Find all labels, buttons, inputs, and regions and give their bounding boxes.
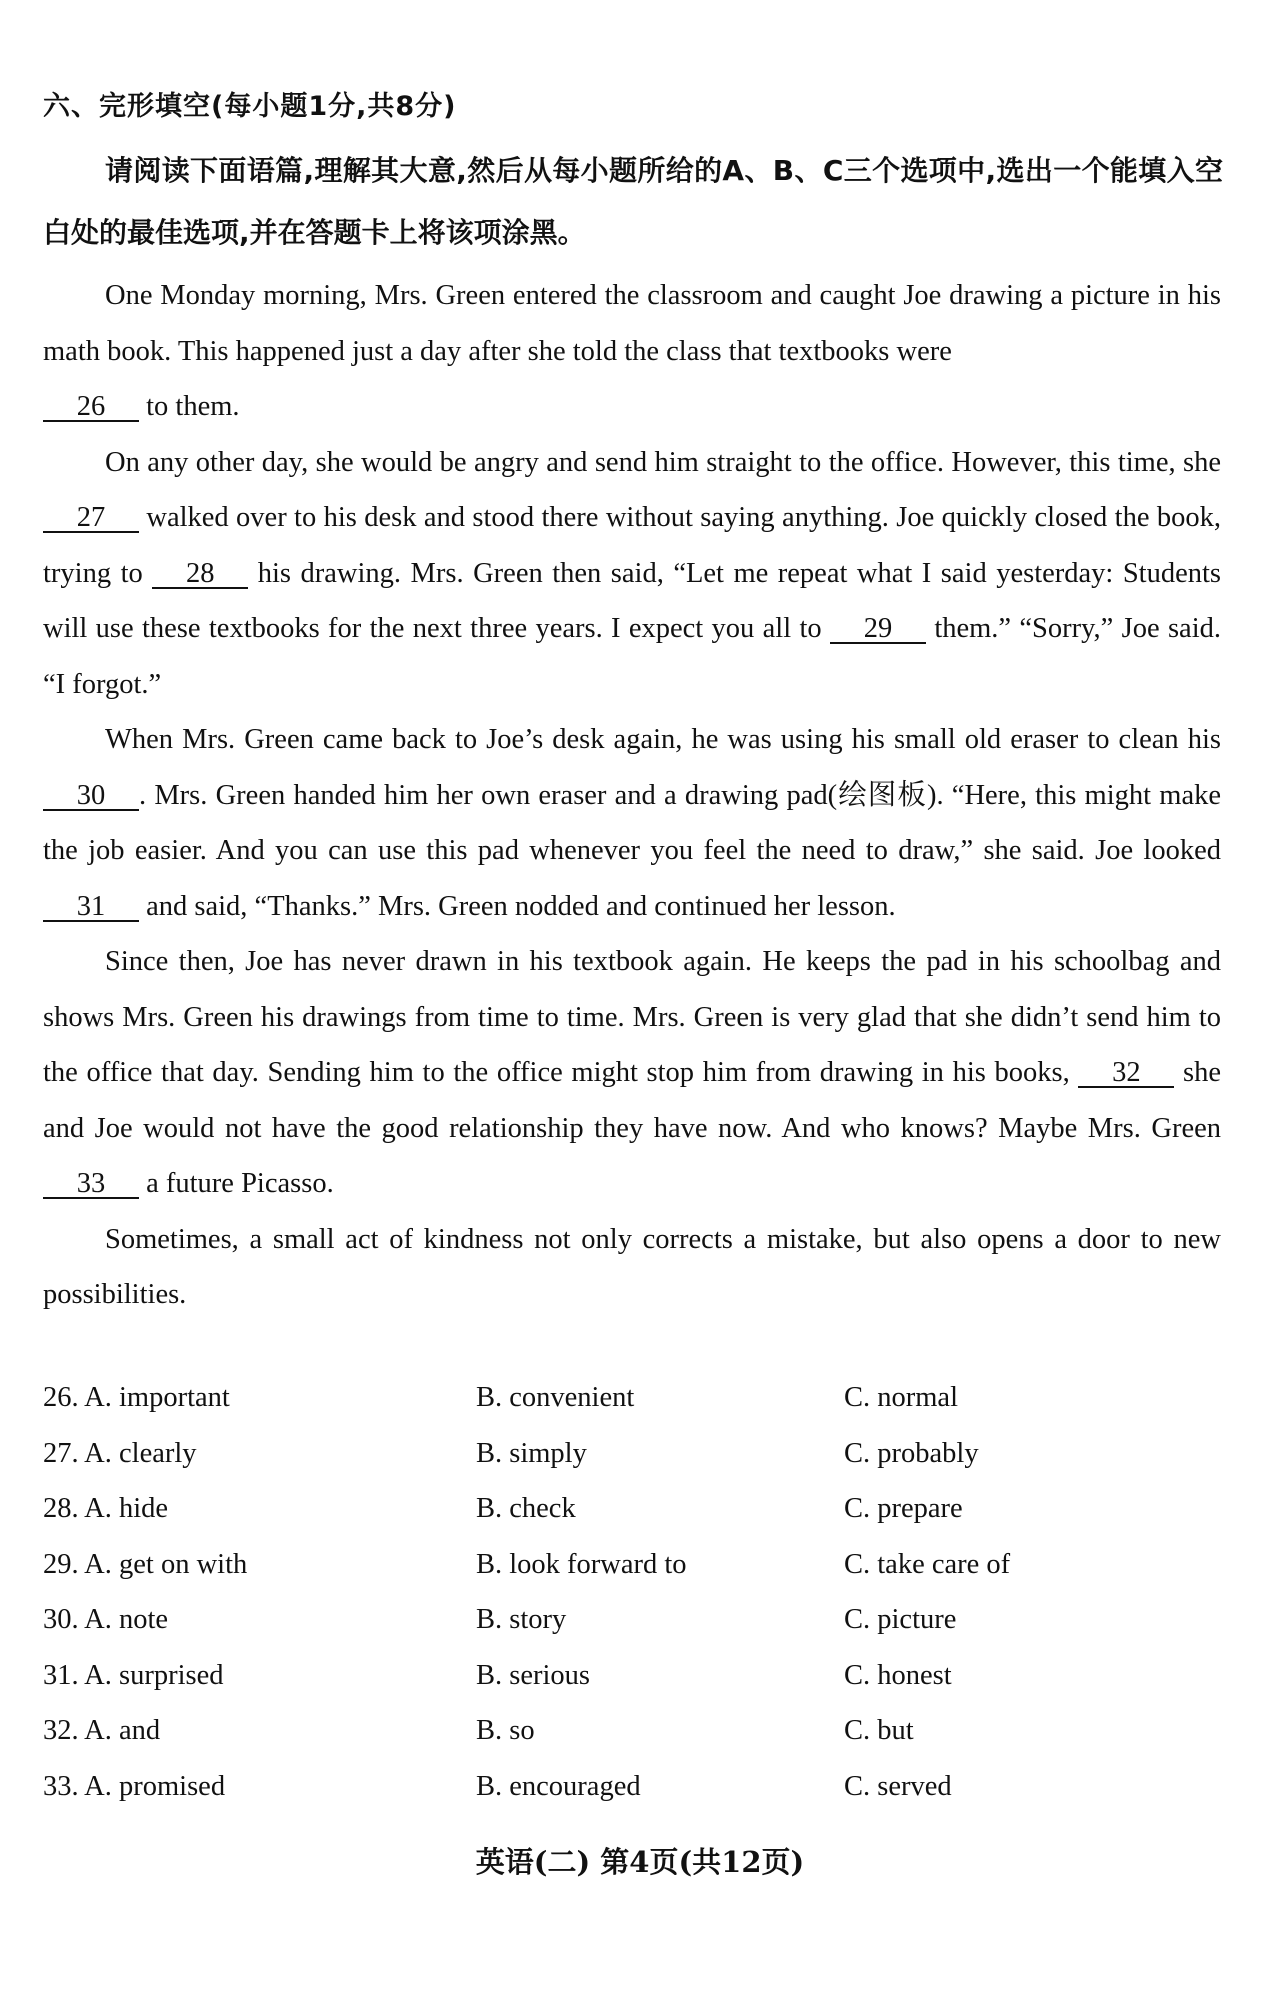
option-b: B. check [476,1493,576,1524]
cloze-passage [43,268,1221,1323]
passage-paragraph-2 [43,435,1221,713]
option-row-30 [43,1592,1223,1648]
option-c: C. take care of [844,1548,1011,1580]
passage-text: them.” “Sorry,” Joe said. “I forgot.” [43,613,1222,700]
blank-30: 30 [43,783,139,811]
option-a: 27. A. clearly [43,1437,197,1469]
passage-paragraph-5: Sometimes, a small act of kindness not only corrects a mistake, but also opens a door to new possibilities. [43,1223,1221,1310]
passage-text: When Mrs. Green came back to Joe’s desk again, he was using his small old eraser to clean his [105,724,1221,755]
option-c: C. served [844,1770,952,1802]
answer-options [43,1370,1223,1814]
option-b: B. serious [476,1659,590,1691]
passage-text: walked over to his desk and stood there without saying anything. Joe quickly closed the book, trying to [43,502,1221,589]
passage-text: she and Joe would not have the good relationship they have now. And who knows? Maybe Mrs. Green [43,1057,1222,1144]
blank-32: 32 [1078,1060,1174,1088]
option-a: 28. A. hide [43,1493,169,1524]
passage-text: a future Picasso. [139,1168,334,1199]
page-footer: 英语(二) 第4页(共12页) [475,1845,805,1879]
passage-text: On any other day, she would be angry and send him straight to the office. However, this time, she [105,446,1221,478]
option-b: B. story [476,1604,567,1635]
blank-27: 27 [43,505,139,533]
option-a: 26. A. important [43,1382,230,1413]
option-row-26 [43,1370,1223,1426]
section-title: 六、完形填空(每小题1分,共8分) [43,91,457,122]
option-b: B. look forward to [476,1548,687,1580]
blank-33: 33 [43,1171,139,1199]
option-a: 32. A. and [43,1715,161,1746]
option-c: C. but [844,1715,914,1746]
passage-paragraph-4 [43,934,1221,1212]
blank-31: 31 [43,894,139,922]
option-row-29 [43,1537,1223,1593]
option-c: C. prepare [844,1493,963,1524]
passage-text: to them. [139,391,240,422]
blank-28: 28 [152,561,248,589]
blank-29: 29 [830,616,926,644]
option-a: 30. A. note [43,1604,169,1635]
passage-text: and said, “Thanks.” Mrs. Green nodded and continued her lesson. [139,890,896,922]
passage-text: his drawing. Mrs. Green then said, “Let me repeat what I said yesterday: Students will use these textbooks for the next three years. I expect you all to [43,557,1221,644]
option-b: B. convenient [476,1382,635,1413]
instructions: 请阅读下面语篇,理解其大意,然后从每小题所给的A、B、C三个选项中,选出一个能填入空白处的最佳选项,并在答题卡上将该项涂黑。 [43,154,1223,249]
option-c: C. normal [844,1382,958,1413]
option-b: B. simply [476,1437,587,1469]
passage-text: Since then, Joe has never drawn in his textbook again. He keeps the pad in his schoolbag and shows Mrs. Green his drawings from time to time. Mrs. Green is very glad that she didn’t send him to the office that day. Sending him to the office might stop him from drawing in his books, [43,946,1221,1088]
passage-text: . Mrs. Green handed him her own eraser and a drawing pad(绘图板). “Here, this might make the job easier. And you can use this pad whenever you feel the need to draw,” she said. Joe looked [43,779,1221,866]
option-a: 33. A. promised [43,1770,226,1802]
passage-text: One Monday morning, Mrs. Green entered the classroom and caught Joe drawing a picture in his math book. This happened just a day after she told the class that textbooks were [43,280,1221,367]
option-b: B. so [476,1715,535,1746]
option-row-33 [43,1759,1223,1815]
option-c: C. picture [844,1604,957,1635]
option-row-32 [43,1703,1223,1759]
option-row-28 [43,1481,1223,1537]
option-row-27 [43,1426,1223,1482]
option-a: 29. A. get on with [43,1548,248,1580]
option-c: C. probably [844,1437,979,1469]
option-row-31 [43,1648,1223,1704]
option-a: 31. A. surprised [43,1659,224,1691]
option-c: C. honest [844,1659,952,1691]
passage-paragraph-1 [43,268,1221,435]
blank-26: 26 [43,394,139,422]
passage-paragraph-3 [43,712,1221,934]
option-b: B. encouraged [476,1770,641,1802]
